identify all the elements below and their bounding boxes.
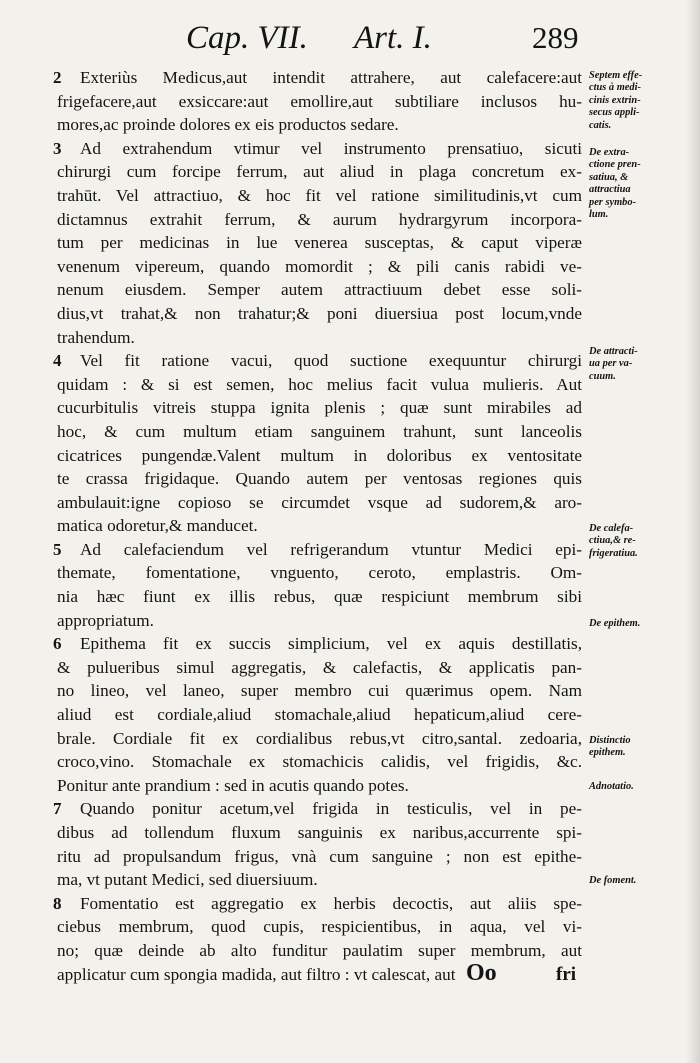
text-line-content: themate, fomentatione, vnguento, ceroto, emplastris. Om- bbox=[57, 563, 582, 583]
text-line bbox=[57, 278, 582, 302]
text-line bbox=[57, 656, 582, 680]
main-text-column bbox=[53, 66, 582, 986]
text-line bbox=[57, 703, 582, 727]
text-line-content: nenum eiusdem. Semper autem attractiuum debet esse soli- bbox=[57, 280, 582, 300]
text-line-content: applicatur cum spongia madida, aut filtro : vt calescat, aut bbox=[57, 964, 456, 984]
text-line bbox=[57, 373, 582, 397]
margin-note-line: cinis extrin- bbox=[589, 94, 641, 106]
text-line-content: trahūt. Vel attractiuo, & hoc fit vel ratione similitudinis,vt cum bbox=[57, 185, 582, 205]
text-line-content: trahendum. bbox=[57, 327, 135, 347]
text-line-content: ma, vt putant Medici, sed diuersiuum. bbox=[57, 870, 318, 890]
text-line bbox=[53, 66, 582, 90]
paragraph bbox=[53, 797, 582, 891]
margin-note-line: ua per va- bbox=[589, 358, 633, 370]
text-line-content: chirurgi cum forcipe ferrum, aut aliud in plaga concretum ex- bbox=[57, 162, 582, 182]
text-line bbox=[57, 302, 582, 326]
paragraph-number: 7 bbox=[53, 799, 62, 819]
page-footer bbox=[0, 958, 700, 998]
text-line bbox=[57, 750, 582, 774]
margin-note-line: ctus à medi- bbox=[589, 82, 641, 94]
text-line-content: no lineo, vel laneo, super membro cui quærimus opem. Nam bbox=[57, 681, 582, 701]
header-article: Art. I. bbox=[354, 20, 432, 56]
margin-note-line: lum. bbox=[589, 209, 609, 221]
text-line bbox=[57, 821, 582, 845]
margin-note-line: Distinctio bbox=[589, 735, 631, 746]
text-line-content: nia hæc fiunt ex illis rebus, quæ respiciunt membrum sibi bbox=[57, 587, 582, 607]
text-line-content: te crassa frigidaque. Quando autem per ventosas regiones quis bbox=[57, 469, 582, 489]
paragraph-number: 8 bbox=[53, 893, 62, 913]
margin-note bbox=[589, 618, 695, 630]
text-line bbox=[57, 561, 582, 585]
text-line-content: Fomentatio est aggregatio ex herbis decoctis, aut aliis spe- bbox=[80, 893, 582, 913]
margin-note-line: Adnotatio. bbox=[589, 781, 634, 792]
signature-mark: Oo bbox=[466, 960, 497, 986]
margin-note-line: De epithem. bbox=[589, 618, 641, 629]
text-line-content: Ad calefaciendum vel refrigerandum vtuntur Medici epi- bbox=[80, 539, 582, 559]
text-line-content: no; quæ deinde ab alto funditur paulatim super membrum, aut bbox=[57, 940, 582, 960]
text-line-content: frigefacere,aut exsiccare:aut emollire,aut subtiliare inclusos hu- bbox=[57, 91, 582, 111]
margin-note bbox=[589, 70, 695, 132]
margin-note-line: secus appli- bbox=[589, 107, 640, 119]
text-line-content: quidam : & si est semen, hoc melius facit vulua mulieris. Aut bbox=[57, 374, 582, 394]
text-line-content: Vel fit ratione vacui, quod suctione exequuntur chirurgi bbox=[80, 351, 582, 371]
text-line bbox=[57, 396, 582, 420]
text-line bbox=[57, 915, 582, 939]
text-line bbox=[57, 467, 582, 491]
text-line-content: venenum vipereum, quando momordit ; & pili canis rabidi ve- bbox=[57, 256, 582, 276]
page-number: 289 bbox=[532, 20, 579, 55]
text-line bbox=[57, 774, 582, 798]
paragraph-number: 2 bbox=[53, 68, 62, 87]
margin-note bbox=[589, 875, 695, 887]
paragraph bbox=[53, 66, 582, 137]
paragraph bbox=[53, 632, 582, 797]
margin-note-line: catis. bbox=[589, 119, 612, 131]
text-line-content: mores,ac proinde dolores ex eis productos sedare. bbox=[57, 115, 399, 135]
text-line-content: Quando ponitur acetum,vel frigida in testiculis, vel in pe- bbox=[80, 799, 582, 819]
text-line bbox=[53, 632, 582, 656]
text-line bbox=[53, 349, 582, 373]
margin-note-line: De foment. bbox=[589, 875, 637, 886]
paragraph bbox=[53, 137, 582, 349]
text-line-content: Epithema fit ex succis simplicium, vel ex aquis destillatis, bbox=[80, 634, 582, 654]
text-line bbox=[57, 113, 582, 137]
paragraph-number: 6 bbox=[53, 634, 62, 654]
header-chapter: Cap. VII. bbox=[186, 20, 308, 56]
margin-note bbox=[589, 735, 695, 760]
paragraph bbox=[53, 349, 582, 538]
margin-note bbox=[589, 523, 695, 560]
paragraph-number: 3 bbox=[53, 138, 62, 158]
text-line bbox=[57, 491, 582, 515]
text-line-content: dictamnus extrahit ferrum, & aurum hydrargyrum incorpora- bbox=[57, 209, 582, 229]
paragraph-number: 4 bbox=[53, 351, 62, 371]
text-line bbox=[53, 797, 582, 821]
margin-note-line: De attracti- bbox=[589, 346, 638, 357]
text-line-content: cicatrices pungendæ.Valent multum in doloribus ex ventositate bbox=[57, 445, 582, 465]
margin-note bbox=[589, 147, 695, 221]
text-line bbox=[57, 585, 582, 609]
text-line-content: cucurbitulis vitreis stuppa ignita plenis ; quæ sunt mirabiles ad bbox=[57, 398, 582, 418]
paragraph bbox=[53, 538, 582, 632]
text-line-content: brale. Cordiale fit ex cordialibus rebus,vt citro,santal. zedoaria, bbox=[57, 728, 582, 748]
text-line bbox=[57, 326, 582, 350]
text-line bbox=[57, 444, 582, 468]
text-line-content: aliud est cordiale,aliud stomachale,aliud hepaticum,aliud cere- bbox=[57, 705, 582, 725]
catchword: fri bbox=[556, 964, 577, 985]
margin-note-line: per symbo- bbox=[589, 196, 637, 208]
margin-note-line: Septem effe- bbox=[589, 70, 643, 81]
margin-note-line: frigeratiua. bbox=[589, 547, 638, 559]
text-line-content: dius,vt trahat,& non trahatur;& poni diuersiua post locum,vnde bbox=[57, 303, 582, 323]
text-line-content: matica odoretur,& manducet. bbox=[57, 516, 258, 536]
margin-note-line: ctione pren- bbox=[589, 159, 641, 171]
margin-note-line: attractiua bbox=[589, 184, 631, 196]
text-line bbox=[53, 137, 582, 161]
text-line bbox=[57, 868, 582, 892]
text-line-content: hoc, & cum multum etiam sanguinem trahunt, sunt lanceolis bbox=[57, 421, 582, 441]
text-line-content: Exteriùs Medicus,aut intendit attrahere, aut calefacere:aut bbox=[80, 68, 582, 87]
text-line-content: ritu ad propulsandum frigus, vnà cum sanguine ; non est epithe- bbox=[57, 846, 582, 866]
text-line bbox=[57, 679, 582, 703]
margin-notes-column bbox=[589, 0, 695, 1063]
text-line-content: Ponitur ante prandium : sed in acutis quando potes. bbox=[57, 775, 409, 795]
text-line-content: tum per medicinas in lue venerea susceptas, & caput viperæ bbox=[57, 233, 582, 253]
text-line bbox=[57, 231, 582, 255]
text-line bbox=[57, 727, 582, 751]
text-line-content: ambulauit:igne copioso se circumdet vsque ad sudorem,& aro- bbox=[57, 492, 582, 512]
text-line-content: croco,vino. Stomachale ex stomachicis calidis, vel frigidis, &c. bbox=[57, 752, 582, 772]
text-line bbox=[57, 845, 582, 869]
text-line-content: Ad extrahendum vtimur vel instrumento prensatiuo, sicuti bbox=[80, 138, 582, 158]
text-line bbox=[57, 90, 582, 114]
text-line bbox=[53, 892, 582, 916]
text-line-content: dibus ad tollendum fluxum sanguinis ex naribus,accurrente spi- bbox=[57, 823, 582, 842]
margin-note-line: De calefa- bbox=[589, 523, 634, 534]
text-line bbox=[57, 160, 582, 184]
text-line bbox=[57, 609, 582, 633]
margin-note-line: satiua, & bbox=[589, 171, 629, 183]
margin-note bbox=[589, 346, 695, 383]
margin-note-line: ctiua,& re- bbox=[589, 535, 636, 547]
text-line bbox=[57, 208, 582, 232]
margin-note-line: De extra- bbox=[589, 147, 630, 158]
margin-note bbox=[589, 781, 695, 793]
text-line-content: & pulueribus simul aggregatis, & calefactis, & applicatis pan- bbox=[57, 657, 582, 677]
paragraph-number: 5 bbox=[53, 539, 62, 559]
text-line bbox=[57, 514, 582, 538]
text-line bbox=[57, 184, 582, 208]
text-line-content: ciebus membrum, quod cupis, respicientibus, in aqua, vel vi- bbox=[57, 917, 582, 937]
text-line bbox=[57, 255, 582, 279]
margin-note-line: cuum. bbox=[589, 370, 616, 382]
text-line bbox=[53, 538, 582, 562]
text-line-content: appropriatum. bbox=[57, 610, 154, 630]
text-line bbox=[57, 420, 582, 444]
margin-note-line: epithem. bbox=[589, 747, 626, 759]
